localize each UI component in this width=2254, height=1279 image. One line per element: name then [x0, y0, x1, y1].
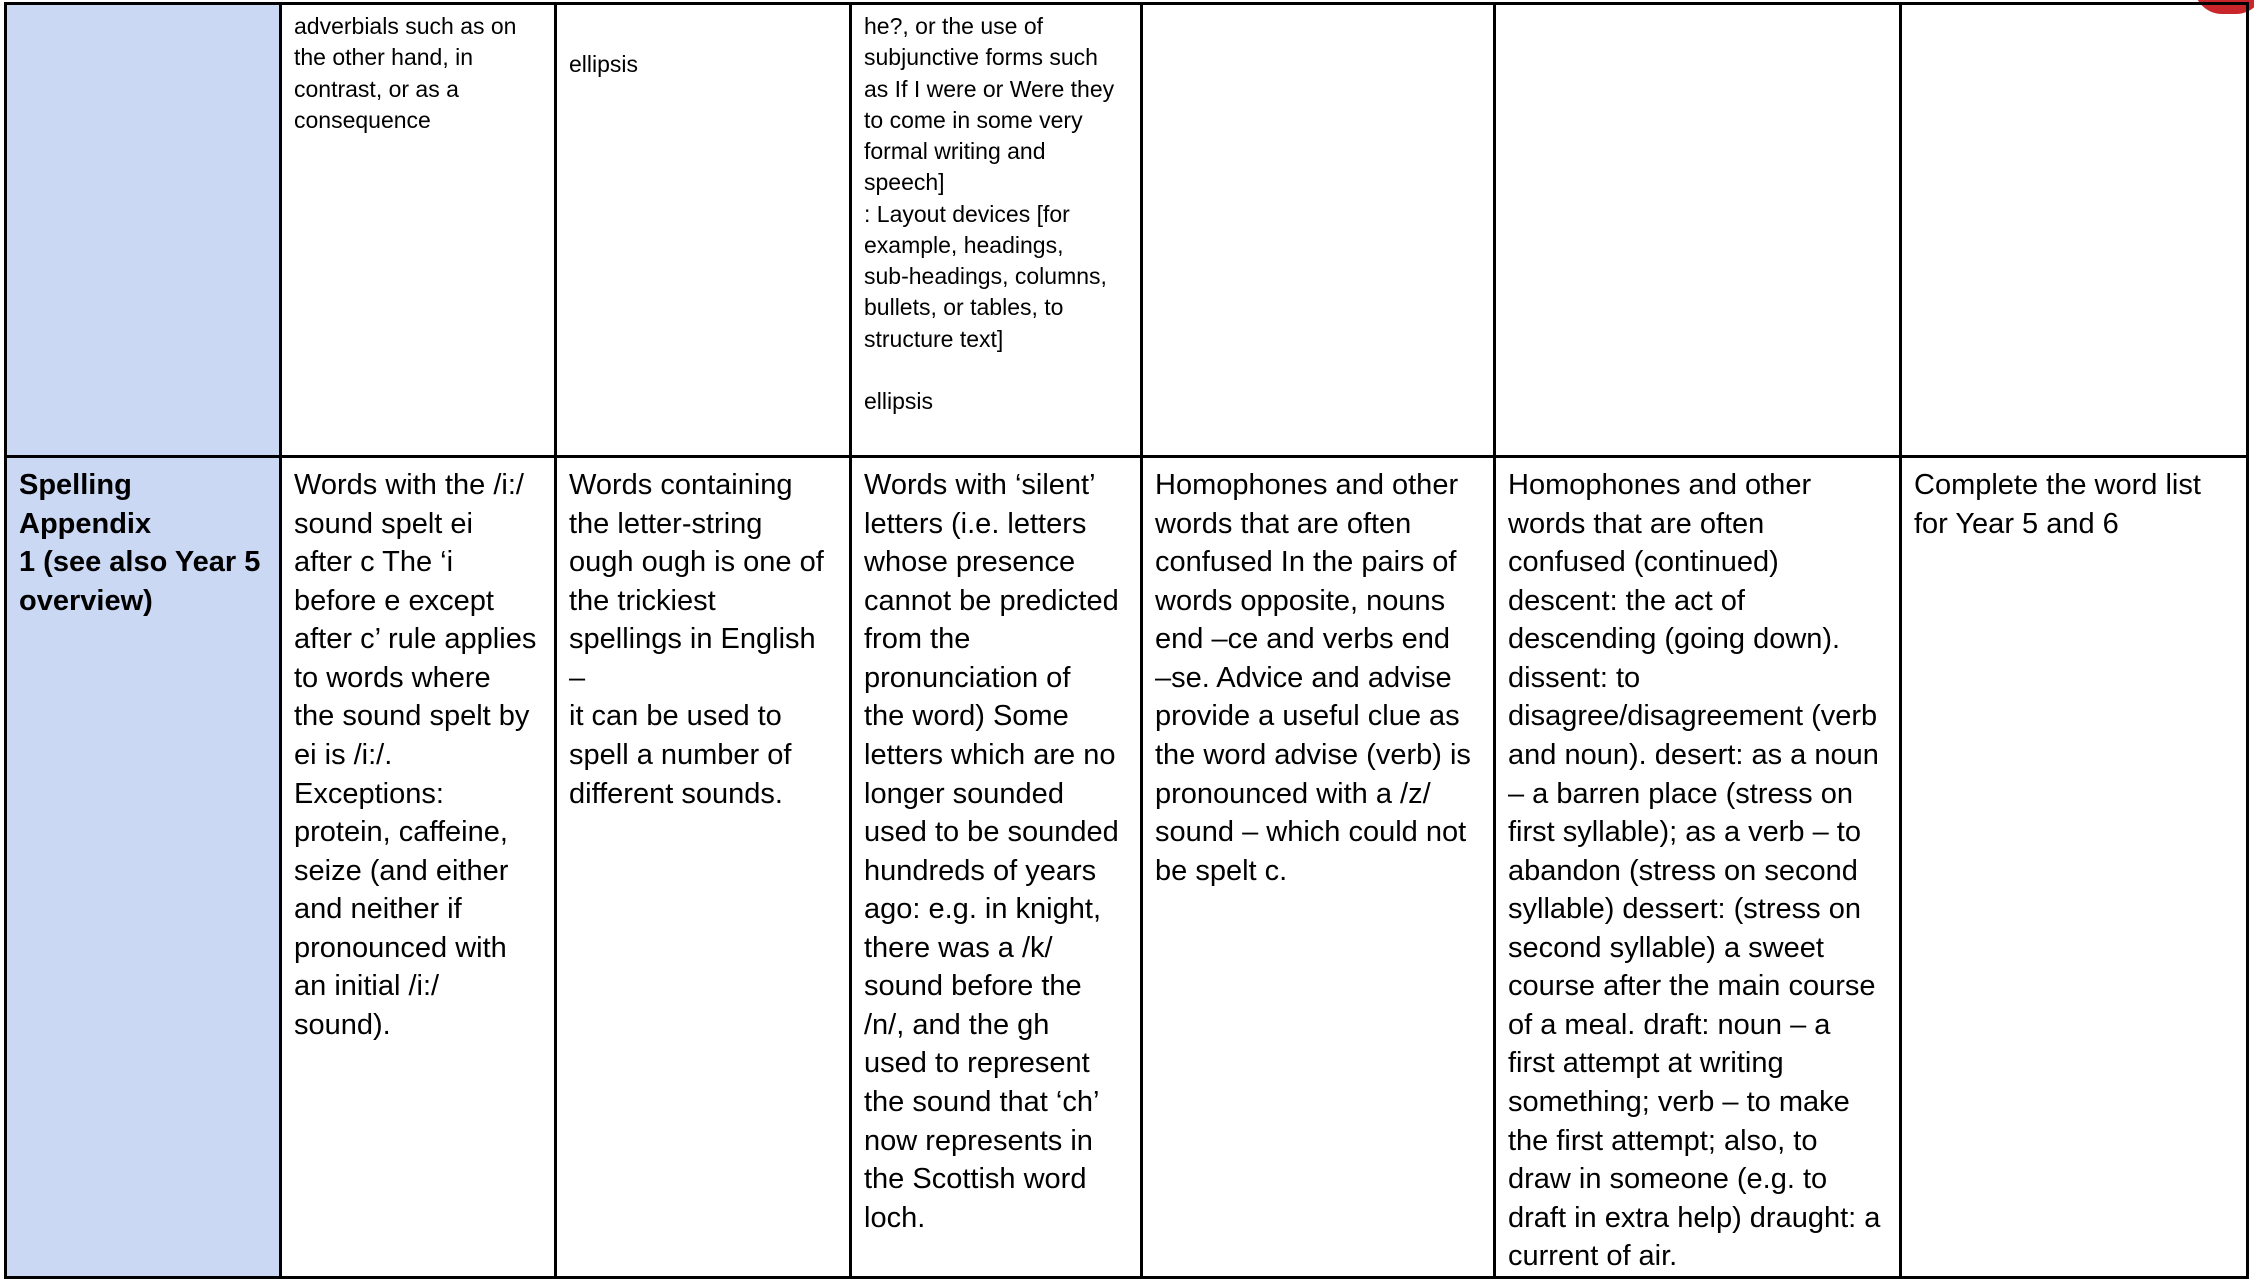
- table-cell: [1142, 457, 1495, 1278]
- row-label-cell: [6, 457, 281, 1278]
- table-cell: [851, 457, 1142, 1278]
- table-cell: [556, 4, 851, 457]
- table-cell: [1142, 4, 1495, 457]
- cell-text: ellipsis: [569, 51, 639, 77]
- curriculum-table: [4, 2, 2249, 1279]
- row-label-cell: [6, 4, 281, 457]
- cell-text: Homophones and other words that are often confused In the pairs of words opposite, nouns end –ce and verbs end –se. Advice and advise provide a useful clue as the word advise (verb) is pronounced with a /z/ sound – which could not be spelt c.: [1155, 469, 1471, 887]
- table-cell: [281, 4, 556, 457]
- cell-text: he?, or the use of subjunctive forms such as If I were or Were they to come in some very formal writing and speech] : Layout devices [for example, headings, sub-headings, columns, bullets, or tables, to structure text] ellipsis: [864, 13, 1115, 415]
- table-cell: [1495, 4, 1901, 457]
- cell-text: Words with ‘silent’ letters (i.e. letters whose presence cannot be predicted from the pronunciation of the word) Some letters which are no longer sounded used to be sounded hundreds of years ago: e.g. in knight, there was a /k/ sound before the /n/, and the gh used to represent the sound that ‘ch’ now represents in the Scottish word loch.: [864, 469, 1119, 1234]
- cell-text: Words with the /i:/ sound spelt ei after c The ‘i before e except after c’ rule applies to words where the sound spelt by ei is /i:/. Exceptions: protein, caffeine, seize (and either and neither if pronounced with an initial /i:/ sound).: [294, 469, 537, 1041]
- table-cell: [851, 4, 1142, 457]
- table-row-spelling: [6, 457, 2248, 1278]
- table-cell: [1495, 457, 1901, 1278]
- table-cell: [281, 457, 556, 1278]
- row-label: Spelling Appendix 1 (see also Year 5 overview): [19, 469, 261, 617]
- table-row-top: [6, 4, 2248, 457]
- table-cell: [1901, 457, 2248, 1278]
- table-cell: [1901, 4, 2248, 457]
- cell-text: Complete the word list for Year 5 and 6: [1914, 469, 2201, 540]
- cell-text: Words containing the letter-string ough ough is one of the trickiest spellings in English – it can be used to spell a number of different sounds.: [569, 469, 824, 810]
- table-cell: [556, 457, 851, 1278]
- cell-text: Homophones and other words that are often confused (continued) descent: the act of descending (going down). dissent: to disagree/disagreement (verb and noun). desert: as a noun – a barren place (stress on first syllable); as a verb – to abandon (stress on second syllable) dessert: (stress on second syllable) a sweet course after the main course of a meal. draft: noun – a first attempt at writing something; verb – to make the first attempt; also, to draw in someone (e.g. to draft in extra help) draught: a current of air.: [1508, 469, 1881, 1273]
- cell-text: adverbials such as on the other hand, in contrast, or as a consequence: [294, 13, 517, 133]
